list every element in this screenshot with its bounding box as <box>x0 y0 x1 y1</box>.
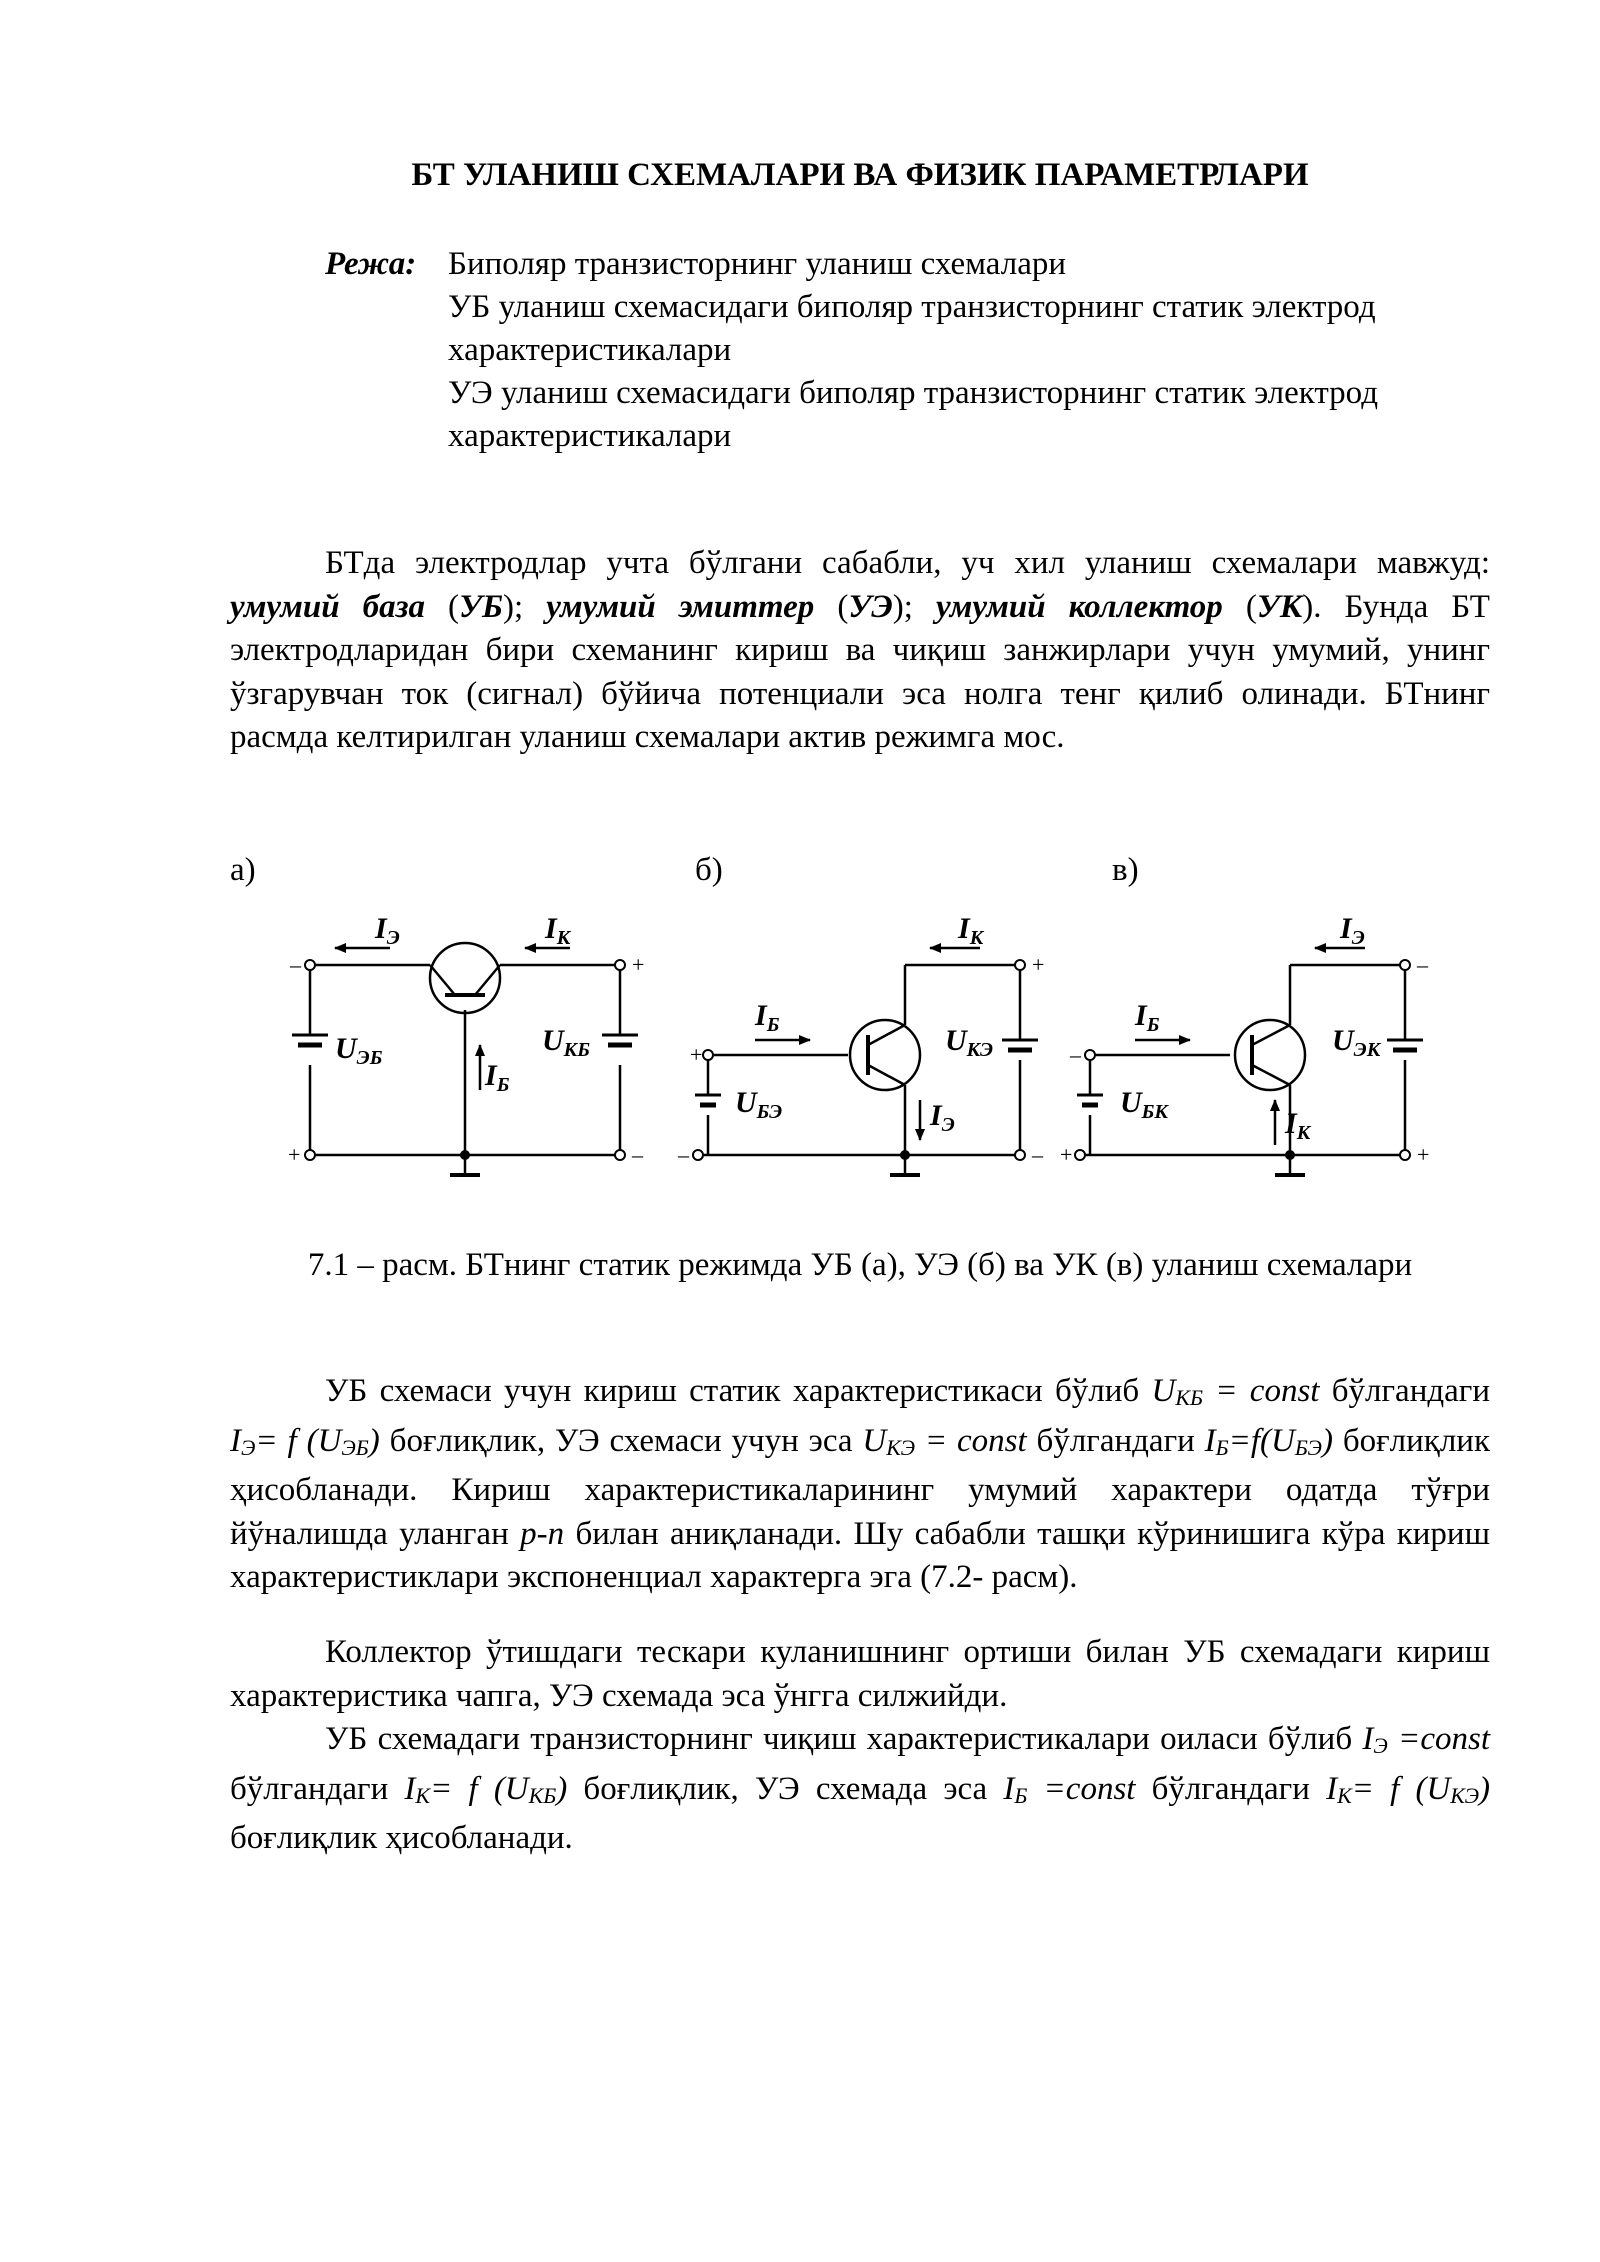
paragraph-collector-shift: Коллектор ўтишдаги тескари куланишнинг ортиши билан УБ схемадаги кириш характеристика чапга, УЭ схемада эса ўнгга силжийди. <box>230 1634 1490 1714</box>
terminal-sign: + <box>1060 1142 1073 1167</box>
page-title: БТ УЛАНИШ СХЕМАЛАРИ ВА ФИЗИК ПАРАМЕТРЛАРИ <box>411 157 1309 193</box>
voltage-label-ube: $U_{БЭ}$ <box>735 1086 783 1123</box>
terminal-sign: + <box>1032 952 1045 977</box>
plan-item: УБ уланиш схемасидаги биполяр транзисторнинг статик электрод характеристикалари <box>448 289 1376 368</box>
terminal-sign: + <box>632 952 645 977</box>
voltage-label-uke: $U_{КЭ}$ <box>945 1024 993 1061</box>
current-label-ib: $I_Б$ <box>1135 999 1160 1036</box>
terminal-sign: + <box>1417 1142 1430 1167</box>
voltage-label-ukb: $U_{КБ}$ <box>542 1024 590 1061</box>
terminal-sign: – <box>632 1142 643 1167</box>
plan-item: УЭ уланиш схемасидаги биполяр транзисторнинг статик электрод характеристикалари <box>448 375 1379 454</box>
current-label-ie: $I_Э$ <box>1340 912 1365 949</box>
circuit-c <box>1077 948 1423 1175</box>
paragraph-intro: БТда электродлар учта бўлгани сабабли, уч хил уланиш схемалари мавжуд: умумий база (УБ); умумий эмиттер (УЭ); умумий коллектор (УК). Бунда БТ электродларидан бири схеманинг кириш ва чиқиш занжирлари учун умумий, унинг ўзгарувчан ток (сигнал) бўйича потенциали эса нолга тенг қилиб олинади. БТнинг расмда келтирилган уланиш схемалари актив режимга мос. <box>230 545 1490 755</box>
plan-label: Режа: <box>325 246 417 282</box>
plan-item: Биполяр транзисторнинг уланиш схемалари <box>448 246 1067 282</box>
terminal-sign: – <box>1070 1042 1081 1067</box>
voltage-label-ubk: $U_{БК}$ <box>1120 1086 1168 1123</box>
current-label-ie: $I_Э$ <box>375 912 400 949</box>
current-label-ik: $I_К$ <box>1285 1107 1311 1144</box>
current-label-ik: $I_К$ <box>958 912 984 949</box>
terminal-sign: – <box>290 952 301 977</box>
terminal-sign: + <box>690 1042 703 1067</box>
terminal-sign: – <box>1417 952 1428 977</box>
current-label-ib: $I_Б$ <box>755 999 780 1036</box>
plan-items <box>448 243 1388 458</box>
terminal-sign: – <box>1032 1142 1043 1167</box>
paragraph-input-characteristics: УБ схемаси учун кириш статик характеристикаси бўлиб UКБ = const бўлгандаги IЭ= f (UЭБ) боғлиқлик, УЭ схемаси учун эса UКЭ = const бўлгандаги IБ=f(UБЭ) боғлиқлик ҳисобланади. Кириш характеристикаларининг умумий характери одатда тўғри йўналишда уланган р-п билан аниқланади. Шу сабабли ташқи кўринишига кўра кириш характеристиклари экспоненциал характерга эга (7.2- расм). <box>230 1373 1490 1595</box>
current-label-ie: $I_Э$ <box>930 1099 955 1136</box>
terminal-sign: + <box>288 1142 301 1167</box>
figure-label-c: в) <box>1112 852 1139 888</box>
terminal-sign: – <box>678 1142 689 1167</box>
voltage-label-uek: $U_{ЭК}$ <box>1332 1024 1381 1061</box>
circuit-b <box>695 948 1038 1175</box>
figure-label-a: а) <box>230 852 256 888</box>
figure-label-b: б) <box>695 852 723 888</box>
figure-caption: 7.1 – расм. БТнинг статик режимда УБ (а), УЭ (б) ва УК (в) уланиш схемалари <box>307 1247 1413 1283</box>
current-label-ik: $I_К$ <box>545 912 571 949</box>
paragraph-output-characteristics: УБ схемадаги транзисторнинг чиқиш характеристикалари оиласи бўлиб IЭ =const бўлгандаги IК= f (UКБ) боғлиқлик, УЭ схемада эса IБ =const бўлгандаги IК= f (UКЭ) боғлиқлик ҳисобланади. <box>230 1721 1491 1856</box>
voltage-label-ueb: $U_{ЭБ}$ <box>335 1032 383 1069</box>
current-label-ib: $I_Б$ <box>485 1059 510 1096</box>
circuit-diagrams <box>280 900 1460 1200</box>
